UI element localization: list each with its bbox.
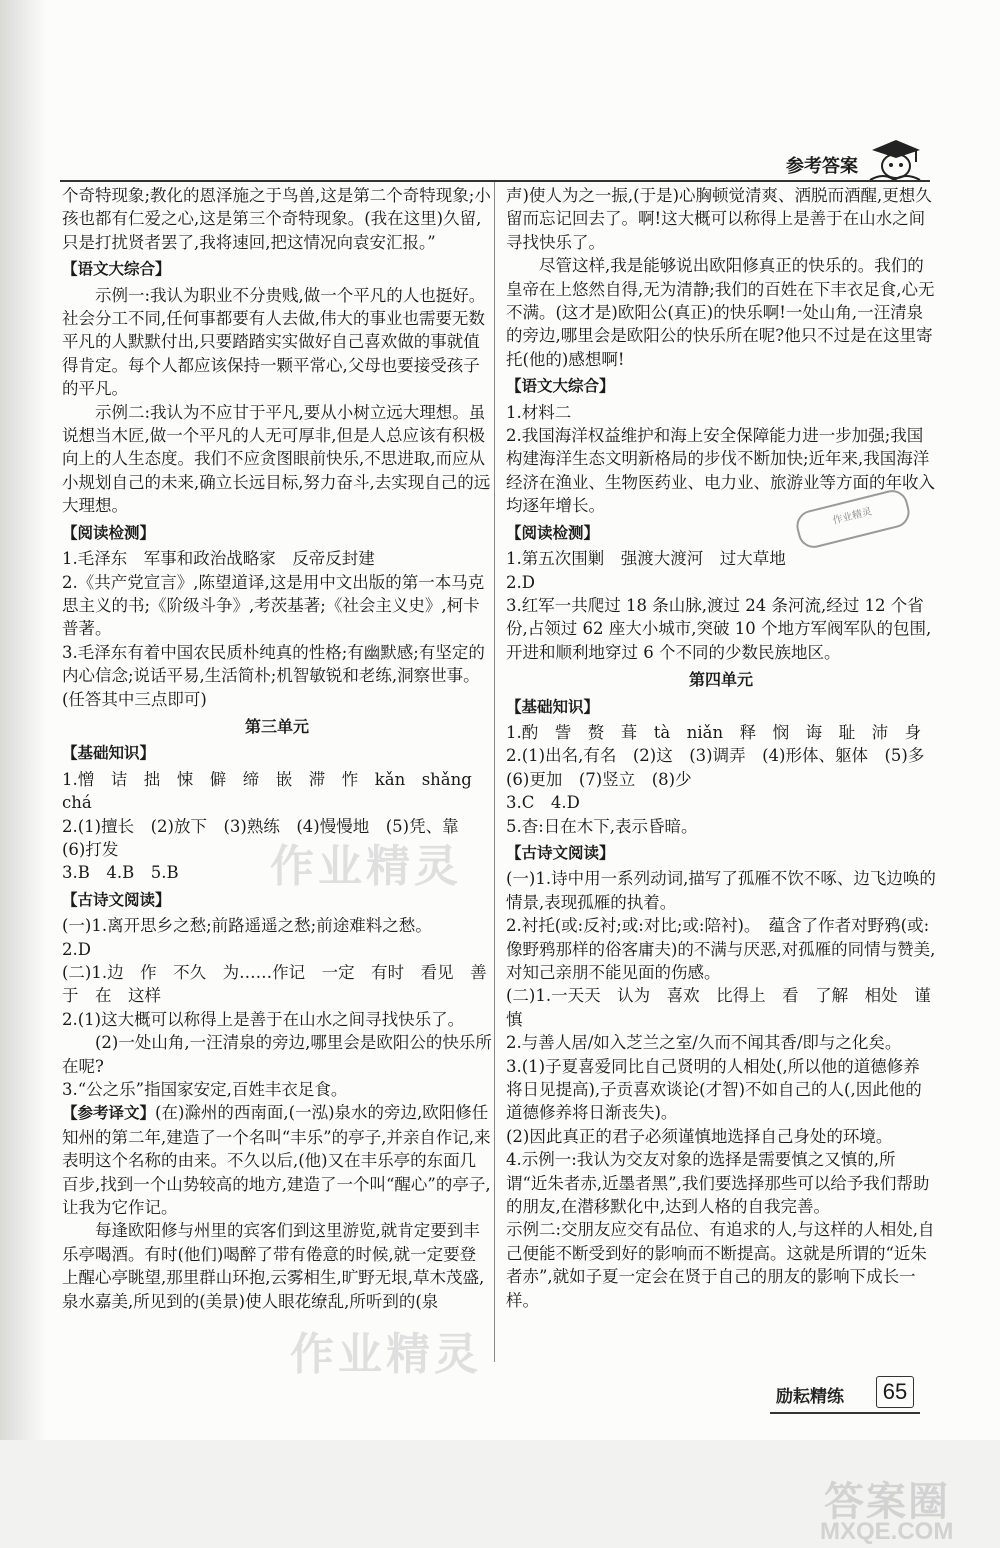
section-heading: 【参考译文】: [62, 1104, 156, 1123]
continuation-text: 个奇特现象;教化的恩泽施之于鸟兽,这是第二个奇特现象;小孩也都有仁爱之心,这是第三个奇特现象。(我在这里)久留,只是打扰贤者罢了,我将速回,把这情况向袁安汇报。”: [62, 186, 491, 252]
watermark-text: 作业精灵: [290, 1329, 482, 1380]
answer-item: (一)1.离开思乡之愁;前路遥遥之愁;前途难料之愁。: [62, 916, 432, 936]
answer-item: 3.红军一共爬过 18 条山脉,渡过 24 条河流,经过 12 个省份,占领过 62 座大小城市,突破 10 个地方军阀军队的包围,开进和顺利地穿过 6 个不同的少数民族地区。: [506, 595, 932, 662]
section-heading: 【语文大综合】: [62, 260, 171, 279]
footer-brand: 励耘精练: [776, 1387, 844, 1407]
answer-item: 2.与善人居/如入芝兰之室/久而不闻其香/即与之化矣。: [506, 1033, 902, 1053]
section-heading: 【阅读检测】: [506, 523, 600, 542]
answer-item: 2.(1)出名,有名 (2)这 (3)调弄 (4)形体、躯体 (5)多 (6)更加 (7)竖立 (8)少: [506, 746, 941, 789]
answer-item: 2.D: [62, 939, 91, 959]
footer-rule: [770, 1412, 920, 1414]
left-column: [62, 184, 492, 1313]
paragraph: 尽管这样,我是能够说出欧阳修真正的快乐的。我们的皇帝在上悠然自得,无为清静;我们的百姓在下丰衣足食,心无不满。(这才是)欧阳公(真正)的快乐啊!一处山角,一汪清泉的旁边,哪里会是欧阳公的快乐所在呢?他只不过是在这里寄托(他的)感想啊!: [506, 256, 935, 369]
header-label: 参考答案: [786, 156, 858, 177]
section-heading: 【基础知识】: [506, 697, 600, 716]
answer-item: 2.(1)擅长 (2)放下 (3)熟练 (4)慢慢地 (5)凭、靠 (6)打发: [62, 816, 476, 859]
answer-item: 4.示例一:我认为交友对象的选择是需要慎之又慎的,所谓“近朱者赤,近墨者黑”,我们要选择那些可以给予我们帮助的朋友,在潜移默化中,达到人格的自我完善。: [506, 1150, 930, 1217]
answer-item: 5.杳:日在木下,表示昏暗。: [506, 816, 698, 836]
answer-item: 2.(1)这大概可以称得上是善于在山水之间寻找快乐了。: [62, 1009, 465, 1029]
answer-item: (二)1.边 作 不久 为……作记 一定 有时 看见 善于 在 这样: [62, 963, 487, 1006]
section-heading: 【古诗文阅读】: [506, 843, 615, 862]
answer-item: 3.“公之乐”指国家安定,百姓丰衣足食。: [62, 1080, 348, 1100]
section-heading: 【古诗文阅读】: [62, 890, 171, 909]
answer-item: (二)1.一天天 认为 喜欢 比得上 看 了解 相处 谨慎: [506, 986, 931, 1029]
graduation-cap-mascot-icon: [866, 136, 922, 186]
answer-item: 1.憎 诘 拙 悚 僻 缔 嵌 滞 怍 kǎn shǎng chá: [62, 769, 489, 813]
answer-item: 1.第五次围剿 强渡大渡河 过大草地: [506, 549, 786, 569]
torn-paper-edge: [0, 0, 46, 1440]
answer-item: 1.材料二: [506, 402, 572, 422]
answer-item: 1.毛泽东 军事和政治战略家 反帝反封建: [62, 549, 375, 569]
site-watermark-url: MXQE.COM: [820, 1518, 954, 1545]
column-divider: [494, 182, 495, 1362]
answer-item: (2)因此真正的君子必须谨慎地选择自己身处的环境。: [506, 1126, 893, 1146]
answer-item: 3.(1)子夏喜爱同比自己贤明的人相处(,所以他的道德修养将日见提高),子贡喜欢谈论(才智)不如自己的人(,因此他的道德修养将日渐丧失)。: [506, 1056, 922, 1123]
header-rule: [60, 180, 930, 182]
unit-title: 第四单元: [688, 670, 753, 690]
answer-item: 1.酌 訾 赘 葺 tà niǎn 释 悯 诲 耻 沛 身: [506, 722, 922, 742]
paragraph: 示例二:我认为不应甘于平凡,要从小树立远大理想。虽说想当木匠,做一个平凡的人无可厚非,但是人总应该有积极向上的人生态度。我们不应贪图眼前快乐,不思进取,而应从小规划自己的未来,确立长远目标,努力奋斗,去实现自己的远大理想。: [62, 402, 491, 516]
answer-item: (一)1.诗中用一系列动词,描写了孤雁不饮不啄、边飞边唤的情景,表现孤雁的执着。: [506, 869, 936, 912]
answer-item: 3.B 4.B 5.B: [62, 863, 179, 883]
page-number: 65: [876, 1376, 914, 1408]
section-heading: 【阅读检测】: [62, 523, 156, 542]
section-heading: 【语文大综合】: [506, 377, 615, 396]
answer-item: 示例二:交朋友应交有品位、有追求的人,与这样的人相处,自己便能不断受到好的影响而不断提高。这就是所谓的“近朱者赤”,就如子夏一定会在贤于自己的朋友的影响下成长一样。: [506, 1220, 935, 1310]
paragraph: (在)滁州的西南面,(一泓)泉水的旁边,欧阳修任知州的第二年,建造了一个名叫“丰乐”的亭子,并亲自作记,来表明这个名称的由来。不久以后,(他)又在丰乐亭的东面几百步,找到一个山势较高的地方,建造了一个叫“醒心”的亭子,让我为它作记。: [62, 1103, 491, 1218]
answer-item: (2)一处山角,一汪清泉的旁边,哪里会是欧阳公的快乐所在呢?: [62, 1033, 492, 1076]
paragraph: 示例一:我认为职业不分贵贱,做一个平凡的人也挺好。社会分工不同,任何事都要有人去做,伟大的事业也需要无数平凡的人默默付出,只要踏踏实实做好自己喜欢做的事就值得肯定。每个人都应该保持一颗平常心,父母也要接受孩子的平凡。: [62, 285, 486, 399]
right-column: [506, 184, 941, 1312]
site-watermark-logo: 答案圈: [824, 1479, 950, 1525]
answer-item: 3.C 4.D: [506, 793, 580, 813]
answer-item: 2.衬托(或:反衬;或:对比;或:陪衬)。 蕴含了作者对野鸦(或:像野鸦那样的俗客庸夫)的不满与厌恶,对孤雁的同情与赞美,对知己亲朋不能见面的伤感。: [506, 916, 936, 982]
continuation-text: 声)使人为之一振,(于是)心胸顿觉清爽、洒脱而酒醒,更想久留而忘记回去了。啊!这大概可以称得上是善于在山水之间寻找快乐了。: [506, 186, 932, 252]
unit-title: 第三单元: [244, 716, 309, 736]
answer-item: 2.我国海洋权益维护和海上安全保障能力进一步加强;我国构建海洋生态文明新格局的步伐不断加快;近年来,我国海洋经济在渔业、生物医药业、电力业、旅游业等方面的年收入均逐年增长。: [506, 426, 935, 516]
answer-item: 2.D: [506, 572, 535, 592]
ink-stamp: 作业精灵: [793, 487, 913, 551]
paragraph: 每逢欧阳修与州里的宾客们到这里游览,就肯定要到丰乐亭喝酒。有时(他们)喝醉了带有倦意的时候,就一定要登上醒心亭眺望,那里群山环抱,云雾相生,旷野无垠,草木茂盛,泉水嘉美,所见到的(美景)使人眼花缭乱,所听到的(泉: [62, 1221, 485, 1311]
answer-item: 2.《共产党宣言》,陈望道译,这是用中文出版的第一本马克思主义的书;《阶级斗争》,考茨基著;《社会主义史》,柯卡普著。: [62, 572, 485, 639]
watermark-text: 作业精灵: [270, 841, 462, 892]
answer-item: 3.毛泽东有着中国农民质朴纯真的性格;有幽默感;有坚定的内心信念;说话平易,生活简朴;机智敏锐和老练,洞察世事。(任答其中三点即可): [62, 642, 485, 709]
section-heading: 【基础知识】: [62, 744, 156, 763]
